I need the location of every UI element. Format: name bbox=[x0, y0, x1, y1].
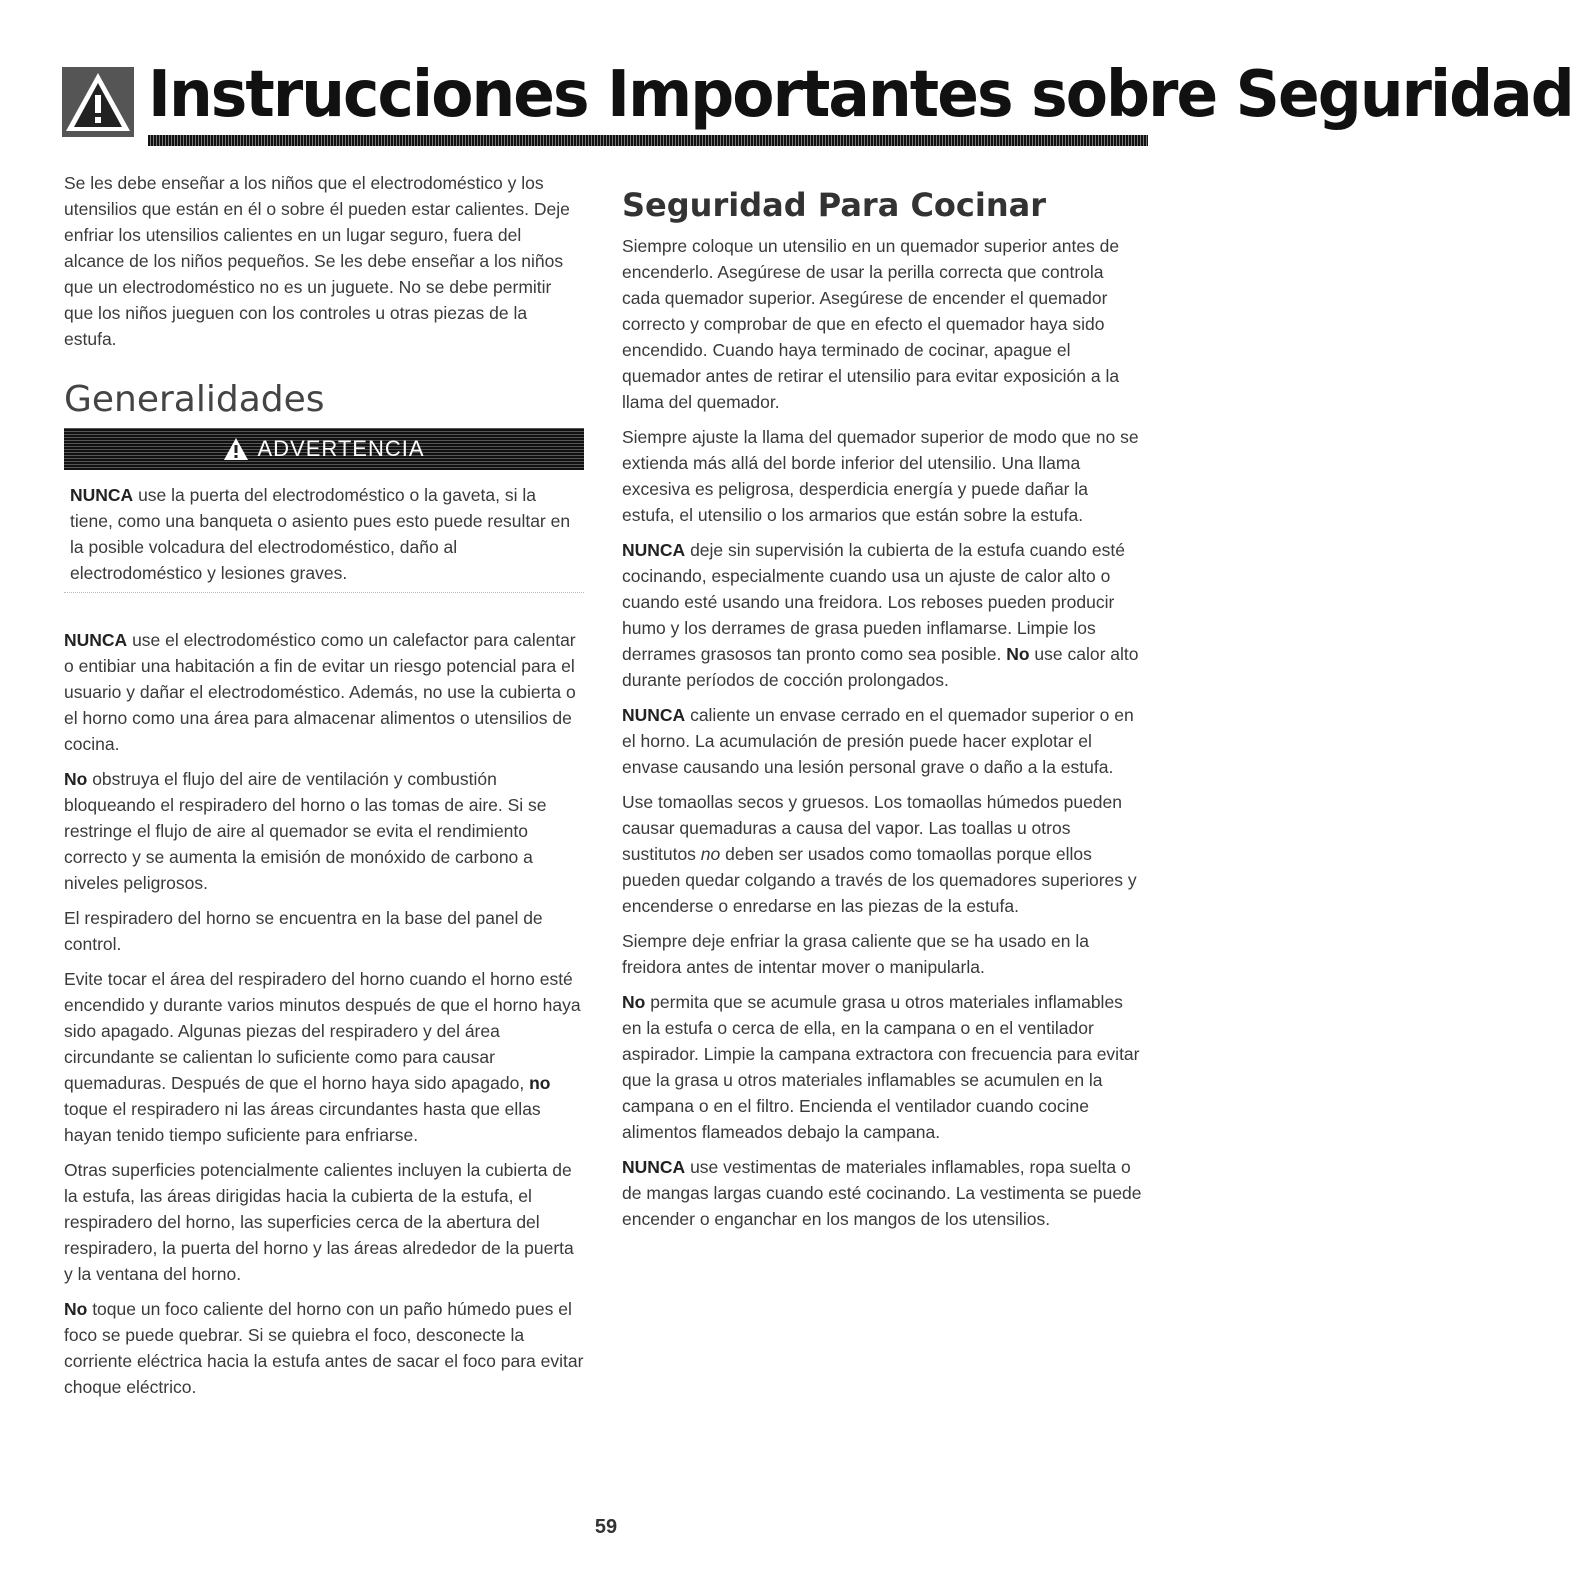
warning-triangle-icon bbox=[62, 67, 134, 137]
paragraph: Siempre deje enfriar la grasa caliente que se ha usado en la freidora antes de intentar mover o manipularla. bbox=[622, 931, 1089, 977]
paragraph bbox=[64, 766, 584, 896]
warning-box bbox=[64, 428, 584, 593]
page-number: 59 bbox=[594, 1516, 618, 1538]
paragraph bbox=[64, 1296, 584, 1400]
intro-paragraph: Se les debe enseñar a los niños que el electrodoméstico y los utensilios que están en él o sobre él pueden estar calientes. Deje enfriar los utensilios calientes en un lugar seguro, fuera del alcance de los niños pequeños. Se les debe enseñar a los niños que un electrodoméstico no es un juguete. No se debe permitir que los niños jueguen con los controles u otras piezas de la estufa. bbox=[64, 173, 570, 349]
paragraph-body: obstruya el flujo del aire de ventilación y combustión bloqueando el respiradero del horno o las tomas de aire. Si se restringe el flujo de aire al quemador se evita el rendimiento correcto y se aumenta la emisión de monóxido de carbono a niveles peligrosos. bbox=[64, 769, 547, 893]
paragraph-body: Use tomaollas secos y gruesos. Los tomaollas húmedos pueden causar quemaduras a causa del vapor. Las toallas u otros sustitutos bbox=[622, 792, 1122, 864]
paragraph-italic: no bbox=[700, 844, 721, 864]
left-column bbox=[64, 170, 584, 1409]
paragraph-lead: NUNCA bbox=[622, 705, 686, 725]
title-underline bbox=[148, 135, 1148, 146]
paragraph-body: use vestimentas de materiales inflamables, ropa suelta o de mangas largas cuando esté cocinando. La vestimenta se puede encender o enganchar en los mangos de los utensilios. bbox=[622, 1157, 1142, 1229]
paragraph-body: toque el respiradero ni las áreas circundantes hasta que ellas hayan tenido tiempo suficiente para enfriarse. bbox=[64, 1099, 541, 1145]
paragraph bbox=[622, 702, 1142, 780]
warning-label: ADVERTENCIA bbox=[257, 436, 425, 461]
paragraph-body: caliente un envase cerrado en el quemador superior o en el horno. La acumulación de presión puede hacer explotar el envase causando una lesión personal grave o daño a la estufa. bbox=[622, 705, 1134, 777]
paragraph-lead: NUNCA bbox=[622, 1157, 686, 1177]
warning-banner bbox=[64, 428, 584, 470]
paragraph bbox=[64, 966, 584, 1148]
paragraph-lead: NUNCA bbox=[622, 540, 686, 560]
paragraph bbox=[622, 989, 1142, 1145]
warning-triangle-icon bbox=[223, 437, 249, 461]
paragraph bbox=[64, 627, 584, 757]
paragraph-lead: NUNCA bbox=[64, 630, 128, 650]
warning-lead: NUNCA bbox=[70, 485, 134, 505]
paragraph bbox=[622, 537, 1142, 693]
paragraph-bold: no bbox=[529, 1073, 551, 1093]
paragraph-lead: No bbox=[64, 1299, 88, 1319]
generalidades-heading: Generalidades bbox=[64, 379, 325, 420]
right-column bbox=[622, 185, 1142, 1241]
paragraph bbox=[622, 1154, 1142, 1232]
paragraph-body: use el electrodoméstico como un calefactor para calentar o entibiar una habitación a fin de evitar un riesgo potencial para el usuario y dañar el electrodoméstico. Además, no use la cubierta o el horno como una área para almacenar alimentos o utensilios de cocina. bbox=[64, 630, 576, 754]
seguridad-heading: Seguridad Para Cocinar bbox=[622, 186, 1046, 224]
warning-text bbox=[64, 470, 584, 593]
paragraph-body: use calor alto durante períodos de cocción prolongados. bbox=[622, 644, 1139, 690]
paragraph: El respiradero del horno se encuentra en la base del panel de control. bbox=[64, 908, 543, 954]
paragraph-lead: No bbox=[64, 769, 88, 789]
paragraph-lead: No bbox=[622, 992, 646, 1012]
paragraph-lead: No bbox=[1006, 644, 1030, 664]
page-header bbox=[62, 55, 1573, 150]
paragraph-body: deje sin supervisión la cubierta de la estufa cuando esté cocinando, especialmente cuando usa un ajuste de calor alto o cuando esté usando una freidora. Los reboses pueden producir humo y los derrames de grasa pueden inflamarse. Limpie los derrames grasosos tan pronto como sea posible. bbox=[622, 540, 1125, 664]
paragraph: Otras superficies potencialmente calientes incluyen la cubierta de la estufa, las áreas dirigidas hacia la cubierta de la estufa, el respiradero del horno, las superficies cerca de la abertura del respiradero, la puerta del horno y las áreas alrededor de la puerta y la ventana del horno. bbox=[64, 1160, 574, 1284]
warning-body: use la puerta del electrodoméstico o la gaveta, si la tiene, como una banqueta o asiento pues esto puede resultar en la posible volcadura del electrodoméstico, daño al electrodoméstico y lesiones graves. bbox=[70, 485, 571, 583]
paragraph bbox=[622, 789, 1142, 919]
paragraph-body: toque un foco caliente del horno con un paño húmedo pues el foco se puede quebrar. Si se quiebra el foco, desconecte la corriente eléctrica hacia la estufa antes de sacar el foco para evitar choque eléctrico. bbox=[64, 1299, 584, 1397]
paragraph: Siempre coloque un utensilio en un quemador superior antes de encenderlo. Asegúrese de usar la perilla correcta que controla cada quemador superior. Asegúrese de encender el quemador correcto y comprobar de que en efecto el quemador haya sido encendido. Cuando haya terminado de cocinar, apague el quemador antes de retirar el utensilio para evitar exposición a la llama del quemador. bbox=[622, 236, 1120, 412]
paragraph-body: deben ser usados como tomaollas porque ellos pueden quedar colgando a través de los quemadores superiores y encenderse o enredarse en las piezas de la estufa. bbox=[622, 844, 1137, 916]
paragraph-body: Evite tocar el área del respiradero del horno cuando el horno esté encendido y durante varios minutos después de que el horno haya sido apagado. Algunas piezas del respiradero y del área circundante se calientan lo suficiente como para causar quemaduras. Después de que el horno haya sido apagado, bbox=[64, 969, 581, 1093]
paragraph-body: permita que se acumule grasa u otros materiales inflamables en la estufa o cerca de ella, en la campana o en el ventilador aspirador. Limpie la campana extractora con frecuencia para evitar que la grasa u otros materiales inflamables se acumulen en la campana o en el filtro. Encienda el ventilador cuando cocine alimentos flameados debajo la campana. bbox=[622, 992, 1140, 1142]
page-title: Instrucciones Importantes sobre Seguridad bbox=[148, 58, 1573, 132]
paragraph: Siempre ajuste la llama del quemador superior de modo que no se extienda más allá del borde inferior del utensilio. Una llama excesiva es peligrosa, desperdicia energía y puede dañar la estufa, el utensilio o los armarios que están sobre la estufa. bbox=[622, 427, 1139, 525]
